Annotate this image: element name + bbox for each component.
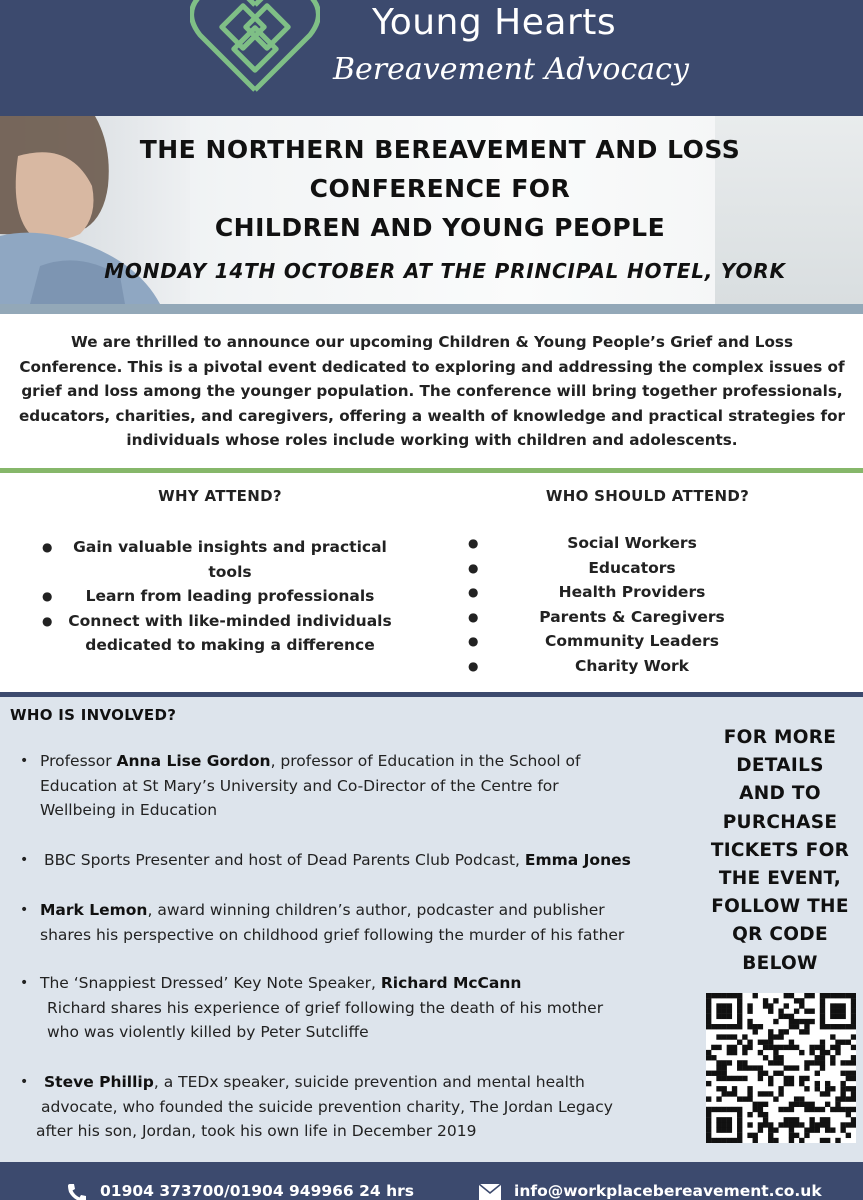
intro-paragraph — [12, 330, 852, 453]
navy-divider — [0, 692, 863, 697]
speaker-entry: • BBC Sports Presenter and host of Dead Parents Club Podcast, Emma Jones — [44, 848, 694, 873]
conference-title-line: THE NORTHERN BEREAVEMENT AND LOSS — [139, 135, 741, 164]
speaker-name: Steve Phillip — [44, 1073, 154, 1091]
header-banner — [0, 0, 863, 116]
speaker-name: Anna Lise Gordon — [116, 752, 271, 770]
list-item: ● Connect with like-minded individuals dedicated to making a difference — [40, 609, 420, 658]
speaker-entry: • Professor Anna Lise Gordon, professor of Education in the School of Education at St Mary’s University and Co-Director of the Centre for Wellbeing in Education — [40, 749, 690, 823]
bullet-icon: ● — [468, 536, 479, 550]
phone-numbers[interactable]: 01904 373700/01904 949966 24 hrs — [100, 1182, 414, 1200]
bullet-icon: ● — [468, 634, 479, 648]
ticket-call-to-action: FOR MORE DETAILS AND TO PURCHASE TICKETS FOR THE EVENT, FOLLOW THE QR CODE BELOW — [710, 727, 850, 974]
list-item: ● Parents & Caregivers — [462, 605, 802, 630]
who-is-involved-heading: WHO IS INVOLVED? — [10, 706, 177, 724]
bullet-icon: ● — [42, 540, 53, 554]
bullet-icon: ● — [468, 585, 479, 599]
speaker-name: Richard McCann — [380, 974, 522, 992]
brand-tagline: Bereavement Advocacy — [333, 52, 689, 87]
speaker-name: Emma Jones — [524, 851, 631, 869]
date-venue: MONDAY 14TH OCTOBER AT THE PRINCIPAL HOTEL, YORK — [104, 259, 786, 283]
list-item: ● Learn from leading professionals — [40, 584, 420, 609]
phone-icon — [66, 1182, 88, 1200]
bullet-icon: ● — [468, 560, 479, 575]
intro-line: grief and loss among the younger population. The conference will bring together professionals, — [21, 382, 843, 401]
conference-title-line: CONFERENCE FOR — [309, 174, 571, 203]
bullet-icon: • — [20, 1074, 29, 1090]
intro-line: We are thrilled to announce our upcoming Children & Young People’s Grief and Loss — [70, 333, 793, 351]
bullet-icon: ● — [468, 658, 479, 673]
bullet-icon: ● — [42, 589, 53, 603]
hero-section — [0, 116, 863, 304]
intro-line: Conference. This is a pivotal event dedicated to exploring and addressing the complex issues of — [19, 357, 845, 376]
list-item: ● Health Providers — [462, 580, 802, 605]
green-divider — [0, 468, 863, 473]
email-address[interactable]: info@workplacebereavement.co.uk — [514, 1182, 822, 1200]
who-should-attend-list — [462, 531, 802, 678]
heart-knot-logo-icon — [190, 0, 320, 96]
why-attend-heading: WHY ATTEND? — [158, 487, 282, 505]
divider-strip — [0, 304, 863, 314]
bullet-icon: • — [20, 852, 29, 868]
qr-code[interactable] — [706, 993, 856, 1143]
why-attend-list — [40, 535, 420, 658]
email-icon — [478, 1183, 502, 1200]
speaker-name: Mark Lemon — [40, 901, 148, 919]
list-item: ● Gain valuable insights and practical tools — [40, 535, 420, 584]
who-should-attend-heading: WHO SHOULD ATTEND? — [545, 487, 750, 505]
bullet-icon: • — [20, 753, 29, 769]
bullet-icon: • — [20, 902, 29, 918]
bullet-icon: ● — [42, 613, 53, 628]
intro-line: individuals whose roles include working with children and adolescents. — [126, 431, 738, 450]
speaker-entry: • Mark Lemon, award winning children’s author, podcaster and publisher shares his perspective on childhood grief following the murder of his father — [40, 898, 690, 947]
list-item: ● Educators — [462, 556, 802, 581]
brand-name: Young Hearts — [372, 2, 617, 43]
speaker-entry: • The ‘Snappiest Dressed’ Key Note Speaker, Richard McCann Richard shares his experience of grief following the death of his mother who was violently killed by Peter Sutcliffe — [40, 971, 690, 1045]
intro-line: educators, charities, and caregivers, offering a wealth of knowledge and practical strategies for — [18, 406, 846, 425]
bullet-icon: • — [20, 975, 29, 991]
conference-title-line: CHILDREN AND YOUNG PEOPLE — [214, 213, 666, 242]
list-item: ● Social Workers — [462, 531, 802, 556]
bullet-icon: ● — [468, 609, 479, 624]
speaker-entry: • Steve Phillip, a TEDx speaker, suicide prevention and mental health advocate, who founded the suicide prevention charity, The Jordan Legacy after his son, Jordan, took his own life in December 2019 — [44, 1070, 694, 1144]
list-item: ● Charity Work — [462, 654, 802, 679]
contact-footer — [0, 1162, 863, 1200]
list-item: ● Community Leaders — [462, 629, 802, 654]
